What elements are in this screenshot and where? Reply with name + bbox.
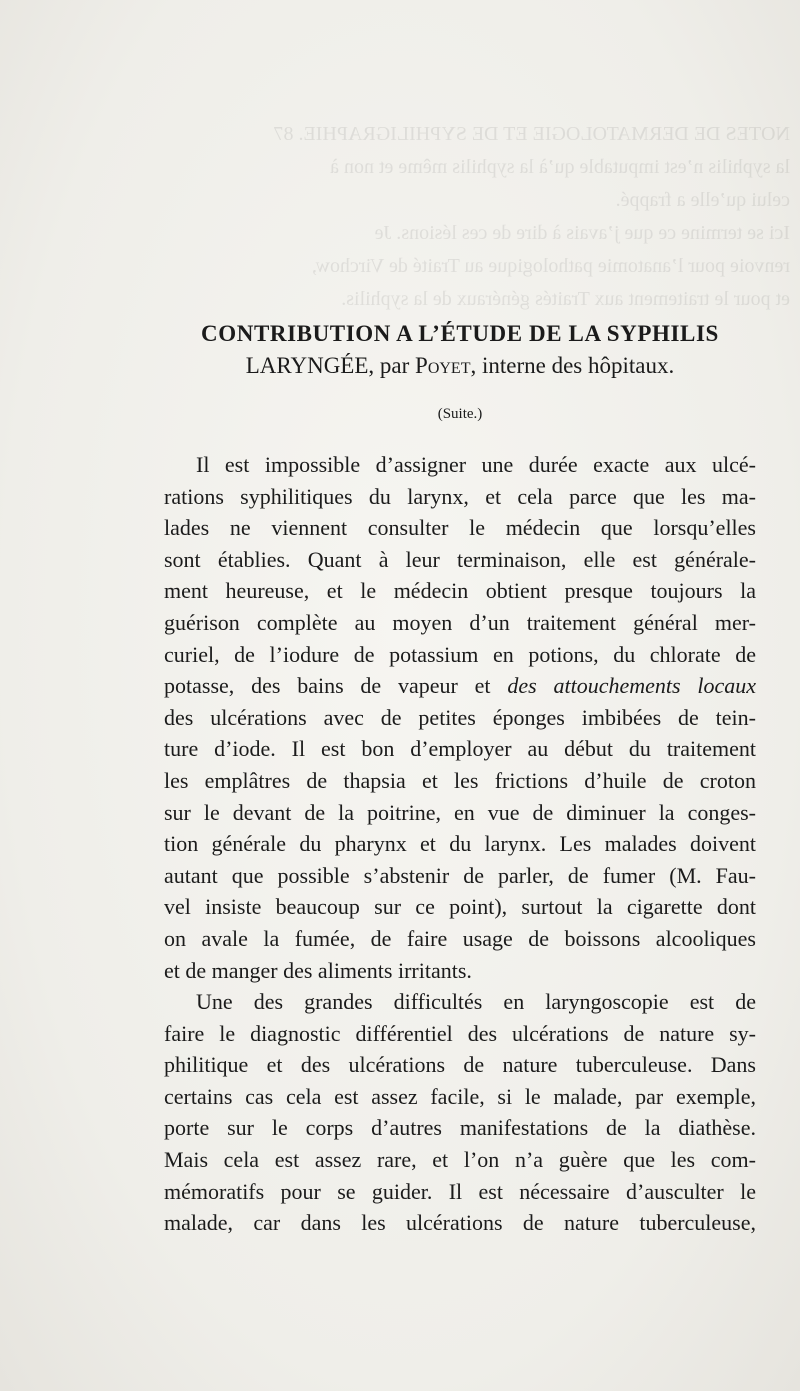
text-line: sont établies. Quant à leur terminaison, elle est générale- <box>164 546 756 572</box>
text-line: des ulcérations avec de petites éponges imbibées de tein- <box>164 704 756 730</box>
bleed-through-decoration: NOTES DE DERMATOLOGIE ET DE SYPHILIGRAPHIE. 87 la syphilis n’est imputable qu’à la syphilis même et non à celui qu’elle a frappé. Ici se termine ce que j’avais à dire de ces lésions. Je renvoie pour l’anatomie pathologique au Traité de Virchow, et pour le traitement aux Traités généraux de la syphilis. <box>273 123 790 310</box>
text-line: on avale la fumée, de faire usage de boissons alcooliques <box>164 925 756 951</box>
paragraph-2 <box>164 986 756 1239</box>
article <box>164 318 756 1239</box>
text-line: philitique et des ulcérations de nature tuberculeuse. Dans <box>164 1052 756 1078</box>
text-line: ment heureuse, et le médecin obtient presque toujours la <box>164 578 756 604</box>
subtitle-suite: (Suite.) <box>437 406 483 422</box>
text-line: rations syphilitiques du larynx, et cela parce que les ma- <box>164 483 756 509</box>
text-line: guérison complète au moyen d’un traitement général mer- <box>164 609 756 635</box>
text-line: sur le devant de la poitrine, en vue de diminuer la conges- <box>164 799 756 825</box>
text-line-with-italic <box>164 670 756 702</box>
body-text <box>164 449 756 1239</box>
text-line: et de manger des aliments irritants. <box>164 957 472 983</box>
paragraph-1 <box>164 449 756 986</box>
text-line: curiel, de l’iodure de potassium en potions, du chlorate de <box>164 641 756 667</box>
text-line: ture d’iode. Il est bon d’employer au début du traitement <box>164 736 756 762</box>
text-segment: potasse, des bains de vapeur et <box>164 673 508 699</box>
text-line: Il est impossible d’assigner une durée exacte aux ulcé- <box>196 452 756 477</box>
article-title-line2 <box>164 350 756 382</box>
author-name: Poyet <box>415 353 471 378</box>
text-line: malade, car dans les ulcérations de nature tuberculeuse, <box>164 1210 756 1236</box>
title-prefix: LARYNGÉE, par <box>245 353 410 378</box>
text-line: lades ne viennent consulter le médecin que lorsqu’elles <box>164 515 756 541</box>
text-line: les emplâtres de thapsia et les frictions d’huile de croton <box>164 767 756 793</box>
text-line: porte sur le corps d’autres manifestations de la diathèse. <box>164 1115 756 1141</box>
text-line: tion générale du pharynx et du larynx. Les malades doivent <box>164 831 756 857</box>
text-line: certains cas cela est assez facile, si le malade, par exemple, <box>164 1083 756 1109</box>
text-line: Une des grandes difficultés en laryngoscopie est de <box>196 989 756 1015</box>
article-title: CONTRIBUTION A L’ÉTUDE DE LA SYPHILIS <box>201 321 719 346</box>
text-line: mémoratifs pour se guider. Il est nécessaire d’ausculter le <box>164 1178 756 1204</box>
text-line: autant que possible s’abstenir de parler, de fumer (M. Fau- <box>164 862 756 888</box>
italic-emphasis: des attouchements locaux <box>507 673 756 699</box>
title-suffix: , interne des hôpitaux. <box>470 353 675 378</box>
text-line: Mais cela est assez rare, et l’on n’a guère que les com- <box>164 1147 756 1173</box>
text-line: vel insiste beaucoup sur ce point), surtout la cigarette dont <box>164 894 756 920</box>
text-line: faire le diagnostic différentiel des ulcérations de nature sy- <box>164 1020 756 1046</box>
